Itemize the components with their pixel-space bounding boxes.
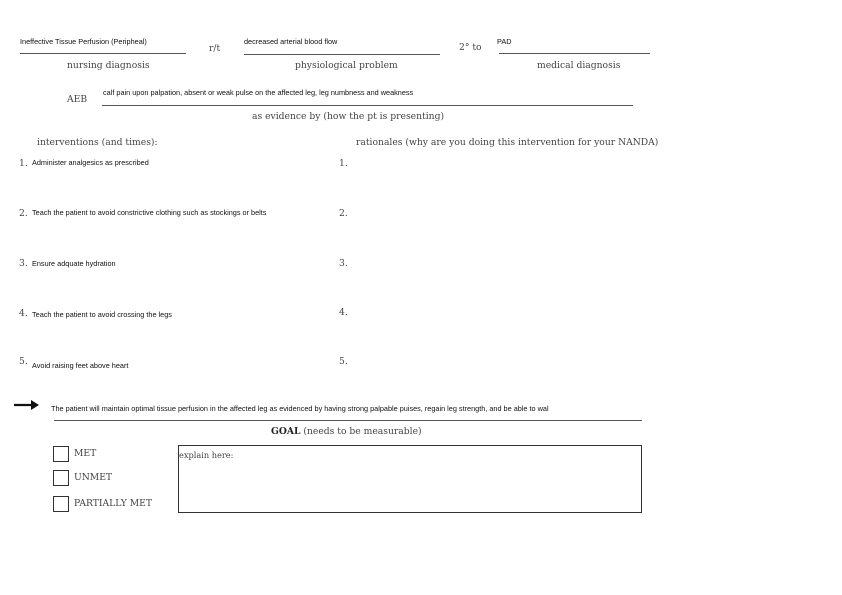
medical-diagnosis-label: medical diagnosis (537, 60, 621, 71)
met-label: MET (74, 448, 97, 459)
partially-met-checkbox[interactable] (53, 496, 69, 512)
physiological-problem-line (244, 54, 440, 55)
intervention-number: 2. (19, 208, 28, 219)
unmet-checkbox[interactable] (53, 470, 69, 486)
intervention-text[interactable]: Teach the patient to avoid crossing the legs (32, 310, 172, 319)
nursing-diagnosis-value[interactable]: Ineffective Tissue Perfusion (Peripheal) (20, 37, 147, 46)
goal-line (54, 420, 642, 421)
goal-label-bold: GOAL (271, 426, 301, 437)
aeb-label: AEB (67, 94, 88, 105)
goal-label-rest: (needs to be measurable) (303, 426, 422, 437)
rt-label: r/t (209, 43, 221, 54)
intervention-text[interactable]: Administer analgesics as prescribed (32, 158, 149, 167)
intervention-text[interactable]: Ensure adquate hydration (32, 259, 116, 268)
rationale-number: 2. (339, 208, 348, 219)
explain-textarea[interactable] (178, 445, 642, 513)
explain-placeholder: explain here: (179, 450, 234, 460)
evidence-value[interactable]: calf pain upon palpation, absent or weak pulse on the affected leg, leg numbness and weakness (103, 88, 414, 97)
nursing-diagnosis-label: nursing diagnosis (67, 60, 150, 71)
unmet-label: UNMET (74, 472, 113, 483)
evidence-label: as evidence by (how the pt is presenting) (252, 111, 445, 122)
medical-diagnosis-line (499, 53, 650, 54)
interventions-header: interventions (and times): (37, 137, 158, 148)
rationale-number: 3. (339, 258, 348, 269)
right-arrow-icon (13, 399, 40, 411)
intervention-text[interactable]: Avoid raising feet above heart (32, 361, 129, 370)
intervention-text[interactable]: Teach the patient to avoid constrictive clothing such as stockings or belts (32, 208, 267, 217)
partially-met-label: PARTIALLY MET (74, 498, 152, 509)
goal-value[interactable]: The patient will maintain optimal tissue perfusion in the affected leg as evidenced by having strong palpable puises, regain leg strength, and be able to wal (51, 404, 549, 413)
goal-label (271, 426, 422, 437)
rationale-number: 5. (339, 356, 348, 367)
intervention-number: 3. (19, 258, 28, 269)
met-checkbox[interactable] (53, 446, 69, 462)
evidence-line (102, 105, 633, 106)
rationales-header: rationales (why are you doing this intervention for your NANDA) (356, 137, 659, 148)
intervention-number: 5. (19, 356, 28, 367)
secondary-to-label: 2° to (459, 42, 482, 53)
rationale-number: 1. (339, 158, 348, 169)
medical-diagnosis-value[interactable]: PAD (497, 37, 512, 46)
rationale-number: 4. (339, 307, 348, 318)
physiological-problem-value[interactable]: decreased arterial blood flow (244, 37, 338, 46)
physiological-problem-label: physiological problem (295, 60, 398, 71)
nursing-diagnosis-line (20, 53, 186, 54)
intervention-number: 1. (19, 158, 28, 169)
intervention-number: 4. (19, 308, 28, 319)
